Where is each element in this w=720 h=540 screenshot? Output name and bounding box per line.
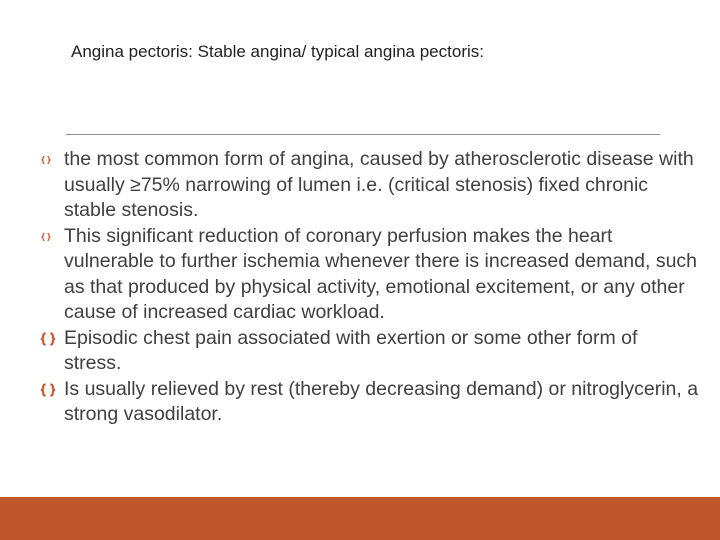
title-divider (66, 134, 660, 135)
curly-bracket-bullet-icon (41, 232, 51, 242)
bullet-item (40, 326, 700, 377)
bullet-text: the most common form of angina, caused by atherosclerotic disease with usually ≥75% narrowing of lumen i.e. (critical stenosis) fixed chronic stable stenosis. (64, 148, 694, 221)
curly-bracket-bullet-icon (40, 383, 56, 397)
footer-accent-bar (0, 497, 720, 540)
curly-bracket-bullet-icon (41, 155, 51, 165)
slide-title: Angina pectoris: Stable angina/ typical angina pectoris: (71, 42, 484, 61)
bullet-text: Episodic chest pain associated with exertion or some other form of stress. (64, 326, 638, 374)
bullet-item (40, 377, 700, 428)
bullet-text: This significant reduction of coronary perfusion makes the heart vulnerable to further ischemia whenever there is increased demand, such as that produced by physical activity, emotional excitement, or any other cause of increased cardiac workload. (64, 224, 698, 323)
bullet-item (40, 147, 700, 224)
bullet-list (40, 147, 700, 428)
bullet-item (40, 224, 700, 326)
bullet-text: Is usually relieved by rest (thereby decreasing demand) or nitroglycerin, a strong vasodilator. (64, 377, 699, 425)
curly-bracket-bullet-icon (40, 332, 56, 346)
